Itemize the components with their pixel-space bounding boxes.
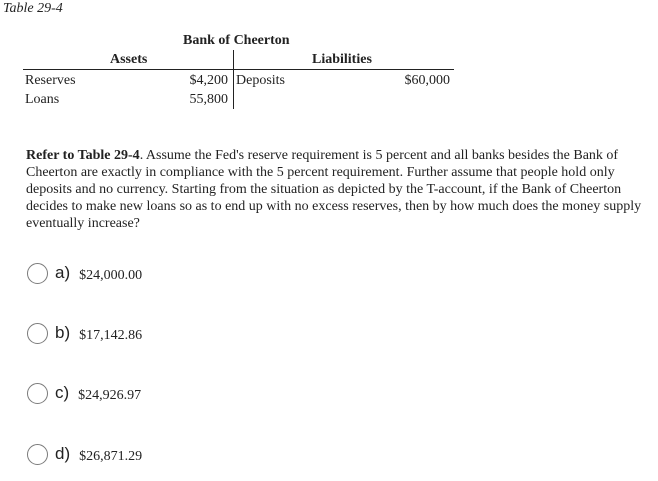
liabilities-heading: Liabilities xyxy=(312,52,372,67)
radio-button-c[interactable] xyxy=(27,383,48,404)
option-value-b: $17,142.86 xyxy=(79,328,143,343)
question-body: . Assume the Fed's reserve requirement is 5 percent and all banks besides the Bank of Cheerton are exactly in compliance with the 5 percent requirement. Further assume that people hold only deposits and no currency. Starting from the situation as depicted by the T-account, if the Bank of Cheerton decides to make new loans so as to end up with no excess reserves, then by how much does the money supply eventually increase? xyxy=(26,148,642,231)
answer-option-a[interactable] xyxy=(27,260,142,286)
radio-button-b[interactable] xyxy=(27,323,48,344)
assets-heading: Assets xyxy=(110,52,148,67)
question-text xyxy=(26,147,654,232)
liability-value-deposits: $60,000 xyxy=(404,73,450,88)
question-reference: Refer to Table 29-4 xyxy=(26,148,140,163)
table-caption: Table 29-4 xyxy=(3,1,63,16)
asset-label-reserves: Reserves xyxy=(25,73,76,88)
option-letter-a: a) xyxy=(55,263,71,282)
answer-option-d[interactable] xyxy=(27,441,142,467)
option-letter-b: b) xyxy=(55,323,71,342)
option-value-c: $24,926.97 xyxy=(78,388,142,403)
t-account-horizontal-rule xyxy=(23,69,454,70)
asset-value-reserves: $4,200 xyxy=(189,73,228,88)
radio-button-a[interactable] xyxy=(27,263,48,284)
option-value-d: $26,871.29 xyxy=(79,449,143,464)
asset-value-loans: 55,800 xyxy=(189,92,228,107)
option-letter-c: c) xyxy=(55,383,70,402)
t-account-title: Bank of Cheerton xyxy=(183,33,290,48)
answer-option-c[interactable] xyxy=(27,380,141,406)
liability-label-deposits: Deposits xyxy=(236,73,285,88)
t-account-vertical-rule xyxy=(233,50,234,109)
option-letter-d: d) xyxy=(55,444,71,463)
option-value-a: $24,000.00 xyxy=(79,268,143,283)
answer-option-b[interactable] xyxy=(27,320,142,346)
asset-label-loans: Loans xyxy=(25,92,60,107)
radio-button-d[interactable] xyxy=(27,444,48,465)
